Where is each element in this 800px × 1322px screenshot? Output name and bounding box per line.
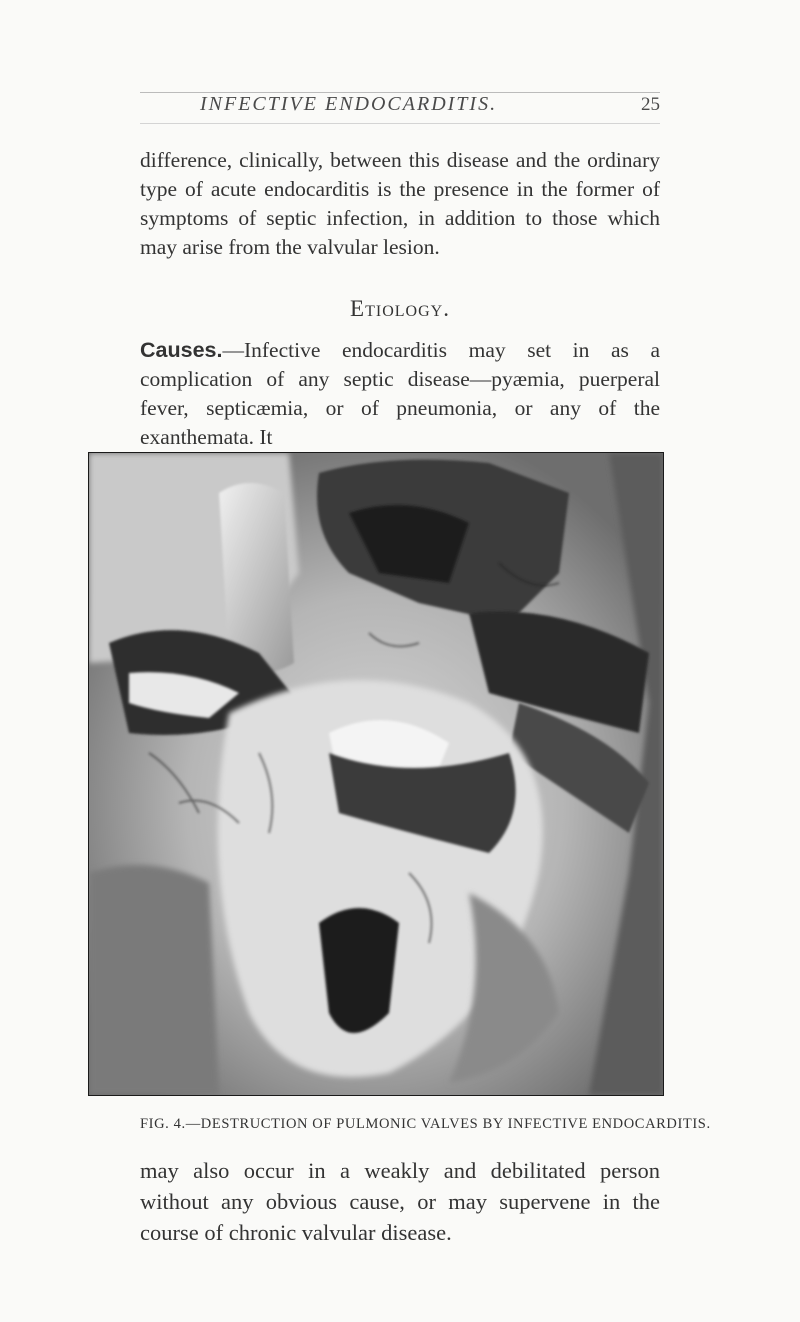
section-title: Etiology. [350, 296, 450, 321]
paragraph-1: difference, clinically, between this disease and the ordinary type of acute endocarditis is the presence in the former of symptoms of septic infection, in addition to those which may arise from the valvular lesion. [140, 148, 660, 259]
running-head: INFECTIVE ENDOCARDITIS. [200, 93, 498, 115]
figure-heart-specimen [88, 452, 664, 1096]
figure-caption: FIG. 4.—DESTRUCTION OF PULMONIC VALVES BY INFECTIVE ENDOCARDITIS. [140, 1116, 711, 1132]
paragraph-2 [140, 336, 660, 452]
run-in-heading: Causes. [140, 338, 223, 362]
header-rule-bottom [140, 123, 660, 124]
paragraph-3: may also occur in a weakly and debilitated person without any obvious cause, or may supervene in the course of chronic valvular disease. [140, 1158, 660, 1245]
page-header [140, 92, 660, 122]
page-number: 25 [641, 94, 660, 115]
paragraph-2-text: —Infective endocarditis may set in as a complication of any septic disease—pyæmia, puerperal fever, septicæmia, or of pneumonia, or any of the exanthemata. It [140, 338, 660, 449]
heart-specimen-photo [89, 453, 663, 1095]
